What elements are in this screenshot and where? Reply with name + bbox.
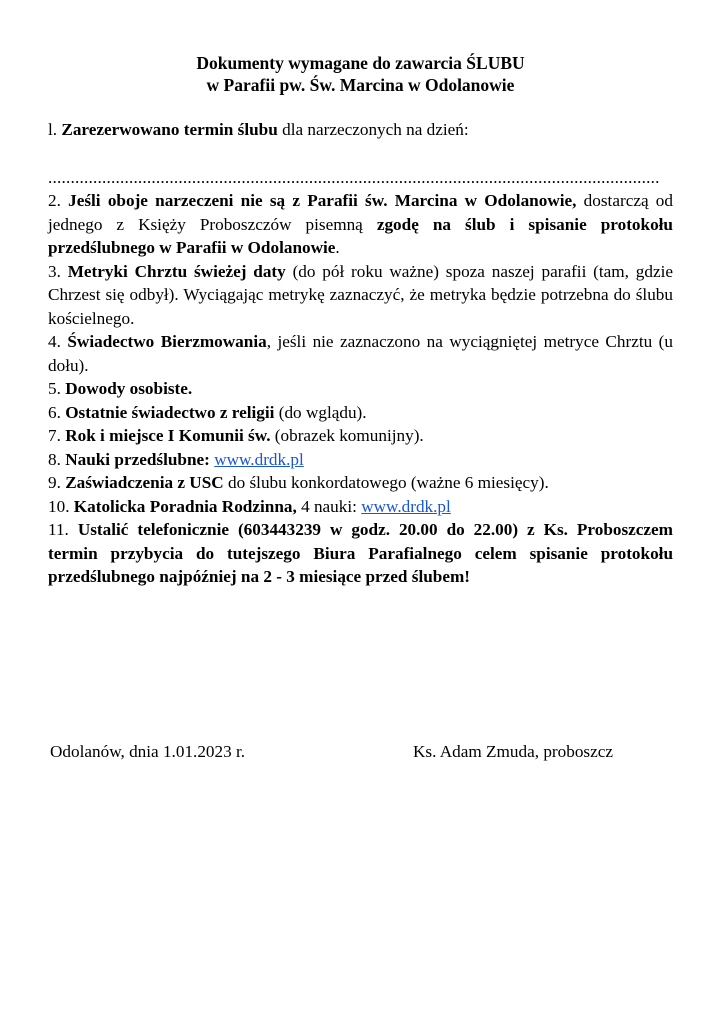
item-number: l.	[48, 120, 62, 139]
item-bold-text: Dowody osobiste.	[65, 379, 193, 398]
item-number: 3.	[48, 261, 68, 281]
title-line-1: Dokumenty wymagane do zawarcia ŚLUBU	[196, 53, 525, 73]
item-9	[48, 471, 673, 495]
item-text: (do pół roku ważne) spoza naszej parafii (tam, gdzie Chrzest się odbył). Wyciągając metrykę zaznaczyć, że metryka będzie potrzebna do ślubu kościelnego.	[48, 261, 673, 328]
item-text: , jeśli nie zaznaczono na wyciągniętej metryce Chrztu (u dołu).	[48, 332, 673, 375]
item-text: 4 nauki:	[296, 496, 362, 516]
title-line-2: w Parafii pw. Św. Marcina w Odolanowie	[206, 75, 515, 95]
item-bold-text: Jeśli oboje narzeczeni nie są z Parafii św. Marcina w Odolanowie,	[68, 191, 577, 210]
item-number: 8.	[48, 449, 66, 469]
item-text: do ślubu konkordatowego (ważne 6 miesięcy).	[223, 473, 549, 492]
item-text: (obrazek komunijny).	[270, 426, 424, 445]
item-text: (do wglądu).	[274, 402, 367, 422]
item-1	[48, 118, 673, 142]
item-number: 5.	[48, 379, 66, 398]
item-bold-text: Zaświadczenia z USC	[65, 473, 224, 492]
item-bold-text: Ustalić telefonicznie (603443239 w godz. 20.00 do 22.00) z Ks. Proboszczem termin przybycia do tutejszego Biura Parafialnego celem spisanie protokołu przedślubnego najpóźniej na 2 - 3 miesiące przed ślubem!	[48, 520, 673, 586]
item-bold-text: Metryki Chrztu świeżej daty	[67, 261, 286, 281]
item-bold-text: Świadectwo Bierzmowania	[67, 332, 267, 351]
signature: Ks. Adam Zmuda, proboszcz	[413, 742, 613, 761]
place-date: Odolanów, dnia 1.01.2023 r.	[50, 742, 246, 761]
item-number: 4.	[48, 332, 68, 351]
item-number: 7.	[48, 426, 66, 445]
item-bold-text: zgodę na ślub i spisanie protokołu przedślubnego w Parafii w Odolanowie	[48, 214, 673, 257]
item-bold-text: Katolicka Poradnia Rodzinna,	[73, 496, 297, 516]
item-text: .	[335, 238, 340, 257]
item-6	[48, 401, 673, 425]
item-text: dostarczą od jednego z Księży Proboszczów pisemną	[48, 191, 673, 234]
document-page	[48, 48, 673, 761]
date-fill-line: ........................................................................................................................................	[48, 167, 660, 187]
item-number: 10.	[48, 496, 74, 516]
item-5	[48, 377, 673, 401]
item-3	[48, 260, 673, 331]
item-7	[48, 424, 673, 448]
document-title	[48, 52, 673, 96]
item-4	[48, 330, 673, 377]
item-11	[48, 518, 673, 589]
item-text: dla narzeczonych na dzień:	[277, 120, 469, 139]
item-number: 2.	[48, 191, 69, 210]
drdk-link[interactable]: www.drdk.pl	[214, 449, 304, 469]
item-bold-text: Nauki przedślubne:	[65, 449, 210, 469]
item-bold-text: Ostatnie świadectwo z religii	[65, 402, 275, 422]
item-bold-text: Rok i miejsce I Komunii św.	[65, 426, 271, 445]
item-number: 11.	[48, 520, 78, 539]
item-number: 6.	[48, 402, 66, 422]
item-8	[48, 448, 673, 472]
item-2	[48, 189, 673, 260]
drdk-link[interactable]: www.drdk.pl	[361, 496, 451, 516]
item-bold-text: Zarezerwowano termin ślubu	[61, 120, 278, 139]
item-number: 9.	[48, 473, 66, 492]
item-10	[48, 495, 673, 519]
